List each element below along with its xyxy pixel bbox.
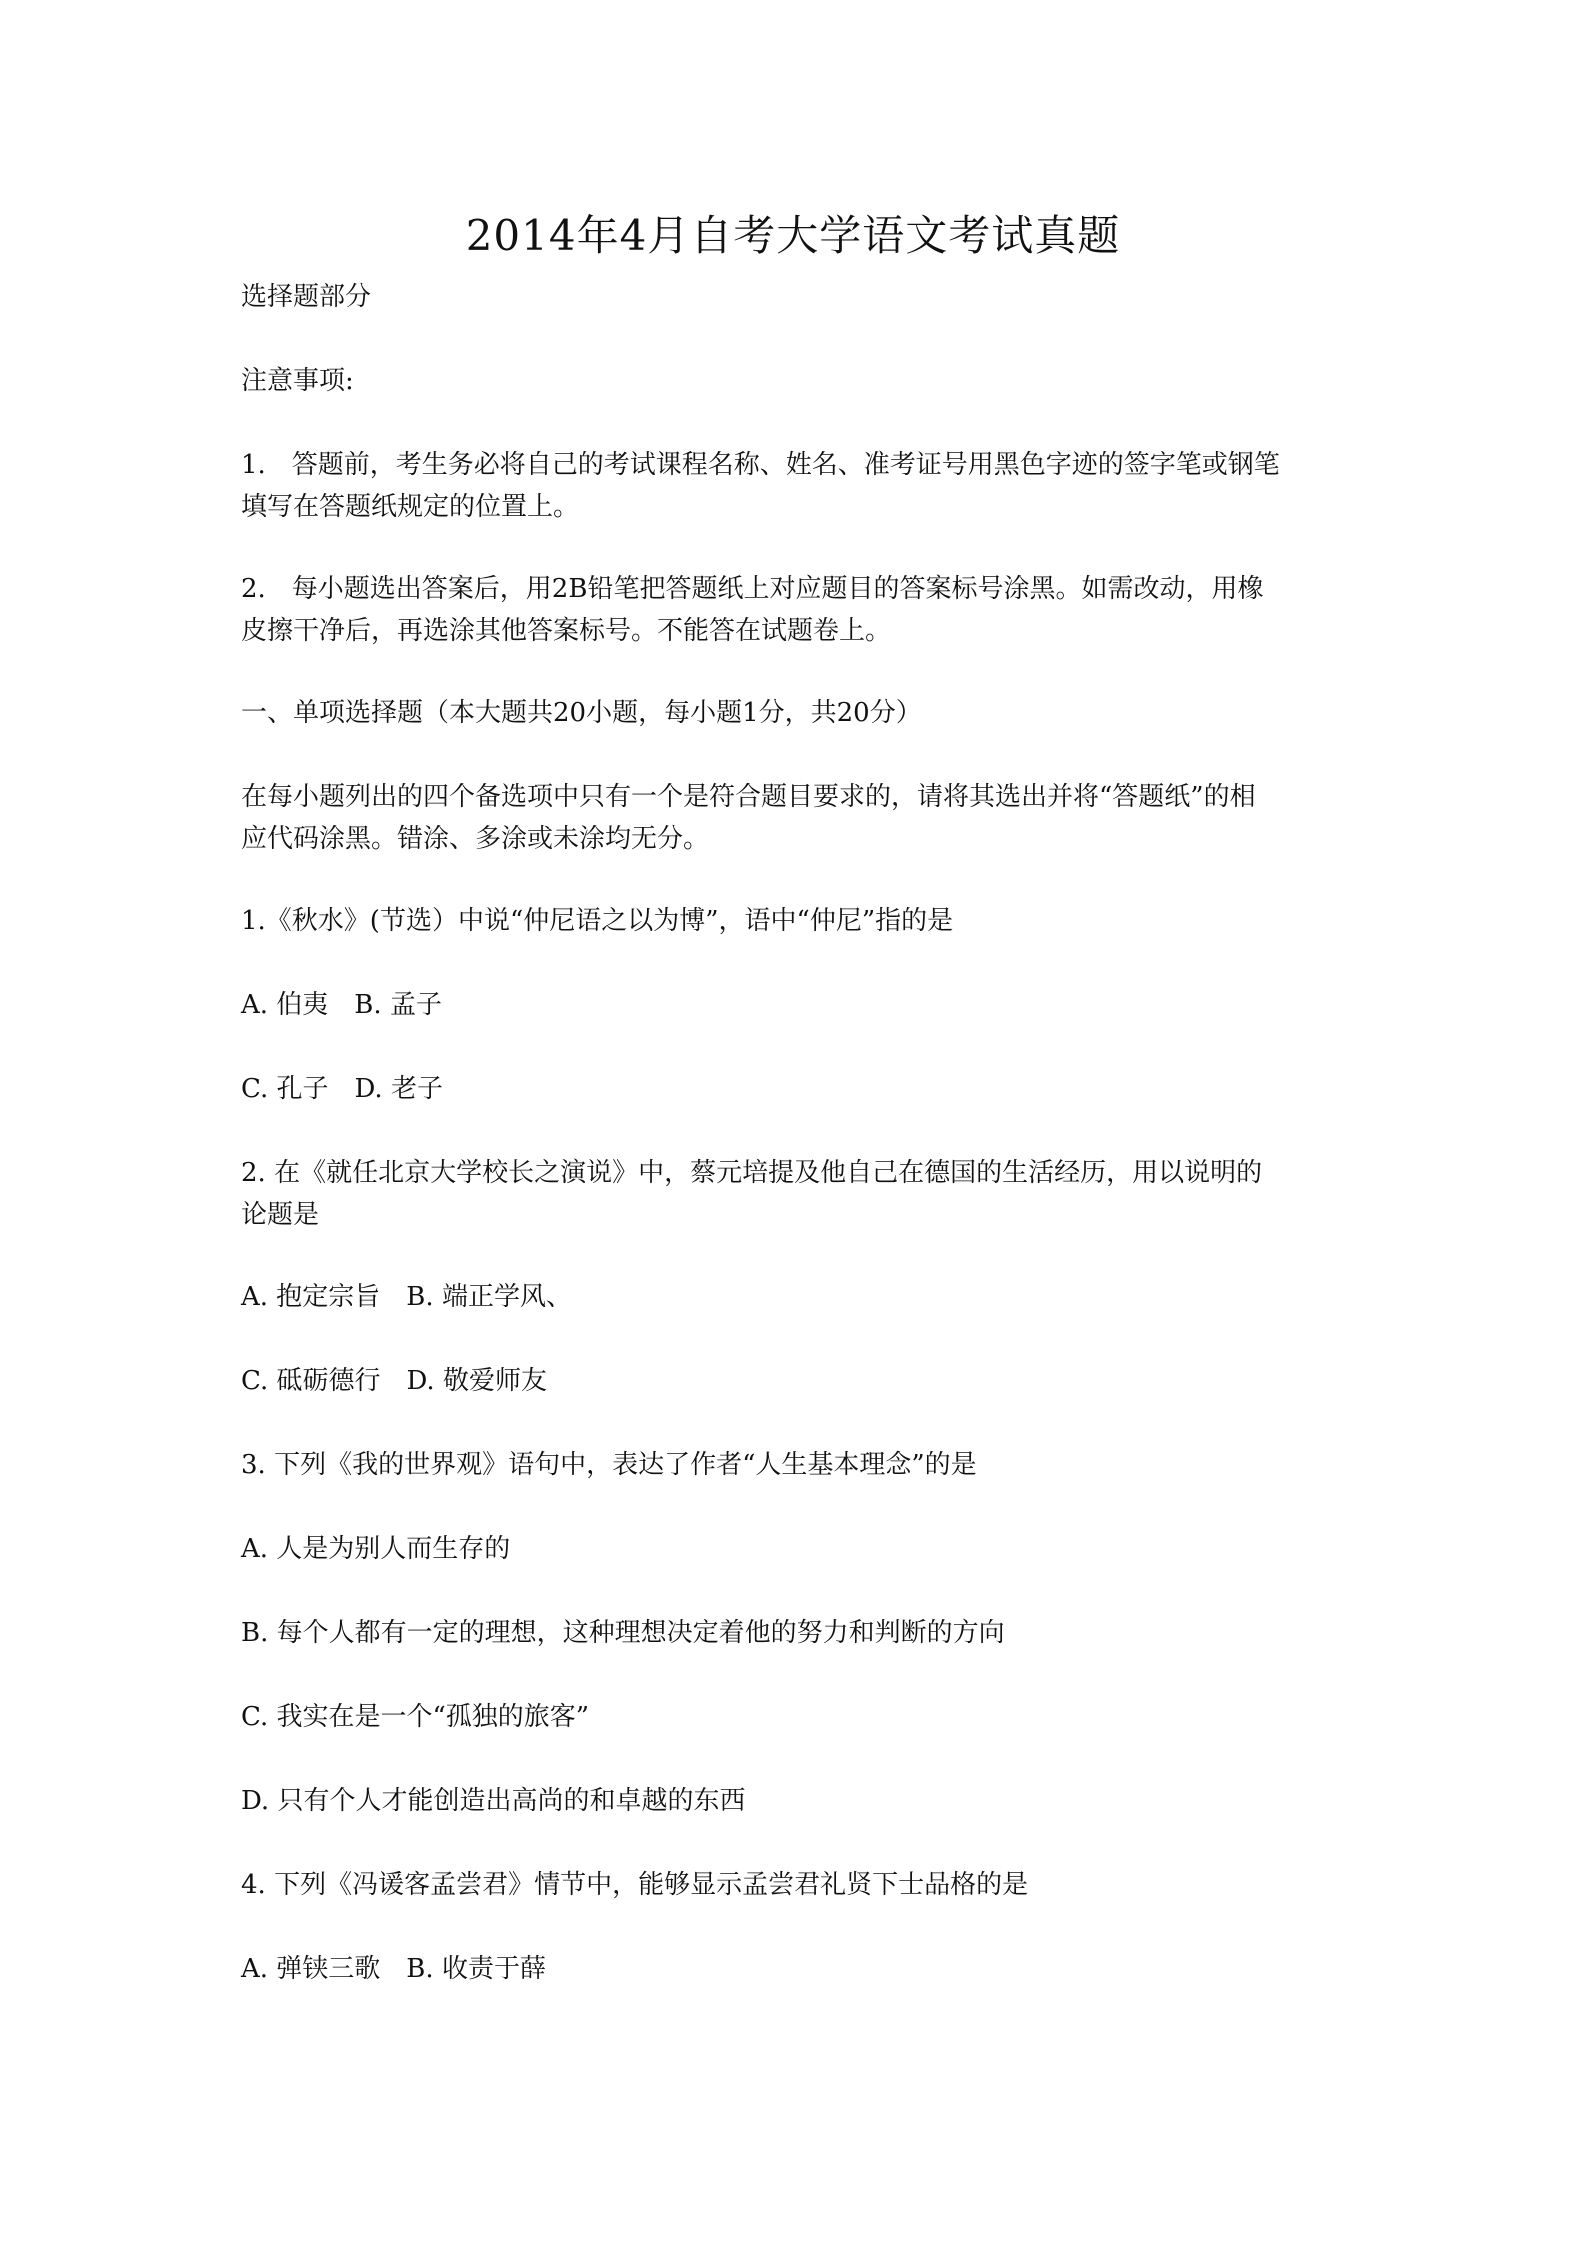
question-4-options-ab	[241, 1948, 1351, 1990]
text-line: 2. 每小题选出答案后，用2B铅笔把答题纸上对应题目的答案标号涂黑。如需改动，用橡	[241, 574, 1264, 604]
text-line: 4. 下列《冯谖客孟尝君》情节中，能够显示孟尝君礼贤下士品格的是	[241, 1870, 1029, 1900]
text-line: 皮擦干净后，再选涂其他答案标号。不能答在试题卷上。	[241, 616, 892, 646]
text-line: A. 弹铗三歌 B. 收责于薛	[241, 1954, 546, 1984]
text-line: 在每小题列出的四个备选项中只有一个是符合题目要求的，请将其选出并将“答题纸”的相	[241, 782, 1256, 812]
text-line: 1.《秋水》(节选）中说“仲尼语之以为博”，语中“仲尼”指的是	[241, 906, 954, 936]
section-heading	[241, 276, 1351, 318]
question-3-option-d	[241, 1780, 1351, 1822]
part-heading	[241, 692, 1351, 734]
text-line: C. 砥砺德行 D. 敬爱师友	[241, 1366, 547, 1396]
text-line: 3. 下列《我的世界观》语句中，表达了作者“人生基本理念”的是	[241, 1450, 977, 1480]
text-line: 一、单项选择题（本大题共20小题，每小题1分，共20分）	[241, 698, 922, 728]
notice-item-2	[241, 568, 1351, 652]
text-line: C. 孔子 D. 老子	[241, 1074, 443, 1104]
text-line: C. 我实在是一个“孤独的旅客”	[241, 1702, 590, 1732]
text-line: A. 人是为别人而生存的	[241, 1534, 511, 1564]
instructions	[241, 776, 1351, 860]
question-1-options-cd	[241, 1068, 1351, 1110]
text-line: 2. 在《就任北京大学校长之演说》中，蔡元培提及他自己在德国的生活经历，用以说明的	[241, 1158, 1263, 1188]
question-2	[241, 1152, 1351, 1236]
notice-item-1	[241, 444, 1351, 528]
text-line: D. 只有个人才能创造出高尚的和卓越的东西	[241, 1786, 746, 1816]
question-1	[241, 900, 1351, 942]
text-line: 注意事项:	[241, 366, 354, 396]
notice-heading	[241, 360, 1351, 402]
question-3-option-a	[241, 1528, 1351, 1570]
question-3-option-c	[241, 1696, 1351, 1738]
text-line: 选择题部分	[241, 282, 372, 312]
text-line: B. 每个人都有一定的理想，这种理想决定着他的努力和判断的方向	[241, 1618, 1005, 1648]
question-4	[241, 1864, 1351, 1906]
text-line: 应代码涂黑。错涂、多涂或未涂均无分。	[241, 824, 710, 854]
text-line: 论题是	[241, 1200, 320, 1230]
text-line: 填写在答题纸规定的位置上。	[241, 492, 580, 522]
question-2-options-ab	[241, 1276, 1351, 1318]
text-line: A. 伯夷 B. 孟子	[241, 990, 442, 1020]
question-3	[241, 1444, 1351, 1486]
text-line: 1. 答题前，考生务必将自己的考试课程名称、姓名、准考证号用黑色字迹的签字笔或钢笔	[241, 450, 1280, 480]
page-title: 2014年4月自考大学语文考试真题	[465, 211, 1121, 260]
question-1-options-ab	[241, 984, 1351, 1026]
question-3-option-b	[241, 1612, 1351, 1654]
question-2-options-cd	[241, 1360, 1351, 1402]
text-line: A. 抱定宗旨 B. 端正学风、	[241, 1282, 572, 1312]
